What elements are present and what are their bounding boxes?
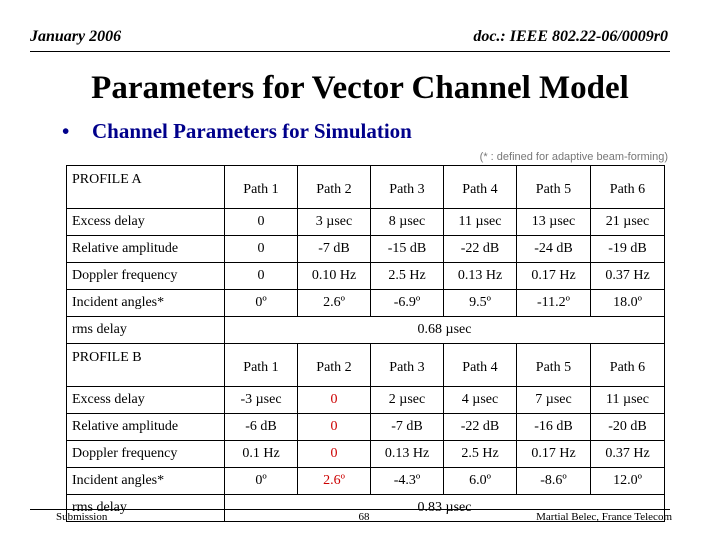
value-cell: 0 [225, 209, 298, 236]
path-header: Path 3 [371, 344, 444, 387]
path-header: Path 5 [517, 166, 591, 209]
header-doc-id: doc.: IEEE 802.22-06/0009r0 [473, 28, 668, 45]
value-cell: 0 [298, 414, 371, 441]
rms-delay-value: 0.68 µsec [225, 317, 665, 344]
path-header: Path 4 [444, 166, 517, 209]
footer-author: Martial Belec, France Telecom [536, 511, 672, 523]
profile-header-row [67, 166, 665, 209]
row-label: Doppler frequency [67, 263, 225, 290]
value-cell: 2.6º [298, 468, 371, 495]
value-cell: -3 µsec [225, 387, 298, 414]
header-divider [30, 51, 670, 52]
footer-submission: Submission [56, 511, 108, 523]
value-cell: 0 [225, 236, 298, 263]
path-header: Path 6 [591, 166, 665, 209]
path-header: Path 1 [225, 344, 298, 387]
value-cell: 0.13 Hz [371, 441, 444, 468]
path-header: Path 4 [444, 344, 517, 387]
table-row [67, 290, 665, 317]
bullet-icon: • [62, 119, 70, 143]
value-cell: 21 µsec [591, 209, 665, 236]
path-header: Path 3 [371, 166, 444, 209]
bullet-item [62, 119, 412, 144]
value-cell: 7 µsec [517, 387, 591, 414]
value-cell: 13 µsec [517, 209, 591, 236]
path-header: Path 5 [517, 344, 591, 387]
value-cell: -22 dB [444, 414, 517, 441]
value-cell: 4 µsec [444, 387, 517, 414]
value-cell: 2.5 Hz [444, 441, 517, 468]
value-cell: 0 [298, 441, 371, 468]
bullet-text: Channel Parameters for Simulation [92, 119, 412, 143]
profile-header-row [67, 344, 665, 387]
value-cell: 11 µsec [591, 387, 665, 414]
value-cell: 3 µsec [298, 209, 371, 236]
header-date: January 2006 [30, 28, 122, 45]
table-row [67, 441, 665, 468]
value-cell: 0.37 Hz [591, 441, 665, 468]
value-cell: -6 dB [225, 414, 298, 441]
value-cell: 0 [225, 263, 298, 290]
value-cell: 12.0º [591, 468, 665, 495]
value-cell: 0.17 Hz [517, 263, 591, 290]
slide-title: Parameters for Vector Channel Model [91, 70, 629, 106]
value-cell: 0.10 Hz [298, 263, 371, 290]
rms-delay-row [67, 317, 665, 344]
row-label: Incident angles* [67, 290, 225, 317]
value-cell: 0º [225, 290, 298, 317]
table-row [67, 414, 665, 441]
path-header: Path 2 [298, 166, 371, 209]
row-label: Relative amplitude [67, 414, 225, 441]
value-cell: -15 dB [371, 236, 444, 263]
value-cell: -7 dB [371, 414, 444, 441]
value-cell: -4.3º [371, 468, 444, 495]
row-label: Doppler frequency [67, 441, 225, 468]
path-header: Path 1 [225, 166, 298, 209]
value-cell: 0.13 Hz [444, 263, 517, 290]
value-cell: -11.2º [517, 290, 591, 317]
table-row [67, 209, 665, 236]
footnote-note: (* : defined for adaptive beam-forming) [479, 151, 668, 163]
value-cell: -20 dB [591, 414, 665, 441]
value-cell: -19 dB [591, 236, 665, 263]
table-row [67, 468, 665, 495]
table-row [67, 236, 665, 263]
value-cell: -16 dB [517, 414, 591, 441]
table-row [67, 387, 665, 414]
value-cell: -22 dB [444, 236, 517, 263]
path-header: Path 2 [298, 344, 371, 387]
row-label: Excess delay [67, 209, 225, 236]
row-label: Excess delay [67, 387, 225, 414]
path-header: Path 6 [591, 344, 665, 387]
row-label: Incident angles* [67, 468, 225, 495]
value-cell: 11 µsec [444, 209, 517, 236]
value-cell: 9.5º [444, 290, 517, 317]
value-cell: -24 dB [517, 236, 591, 263]
rms-delay-value: 0.83 µsec [225, 495, 665, 522]
value-cell: 18.0º [591, 290, 665, 317]
parameters-table [66, 165, 665, 522]
rms-delay-label: rms delay [67, 495, 225, 522]
value-cell: 2.6º [298, 290, 371, 317]
value-cell: 0.37 Hz [591, 263, 665, 290]
value-cell: 2.5 Hz [371, 263, 444, 290]
value-cell: 0.17 Hz [517, 441, 591, 468]
value-cell: -6.9º [371, 290, 444, 317]
footer-page-number: 68 [358, 511, 370, 523]
table-row [67, 263, 665, 290]
row-label: Relative amplitude [67, 236, 225, 263]
value-cell: 0.1 Hz [225, 441, 298, 468]
value-cell: -8.6º [517, 468, 591, 495]
value-cell: 0º [225, 468, 298, 495]
value-cell: -7 dB [298, 236, 371, 263]
footer-divider [30, 509, 670, 510]
profile-name: PROFILE A [67, 166, 225, 209]
value-cell: 2 µsec [371, 387, 444, 414]
rms-delay-label: rms delay [67, 317, 225, 344]
value-cell: 8 µsec [371, 209, 444, 236]
value-cell: 6.0º [444, 468, 517, 495]
value-cell: 0 [298, 387, 371, 414]
profile-name: PROFILE B [67, 344, 225, 387]
